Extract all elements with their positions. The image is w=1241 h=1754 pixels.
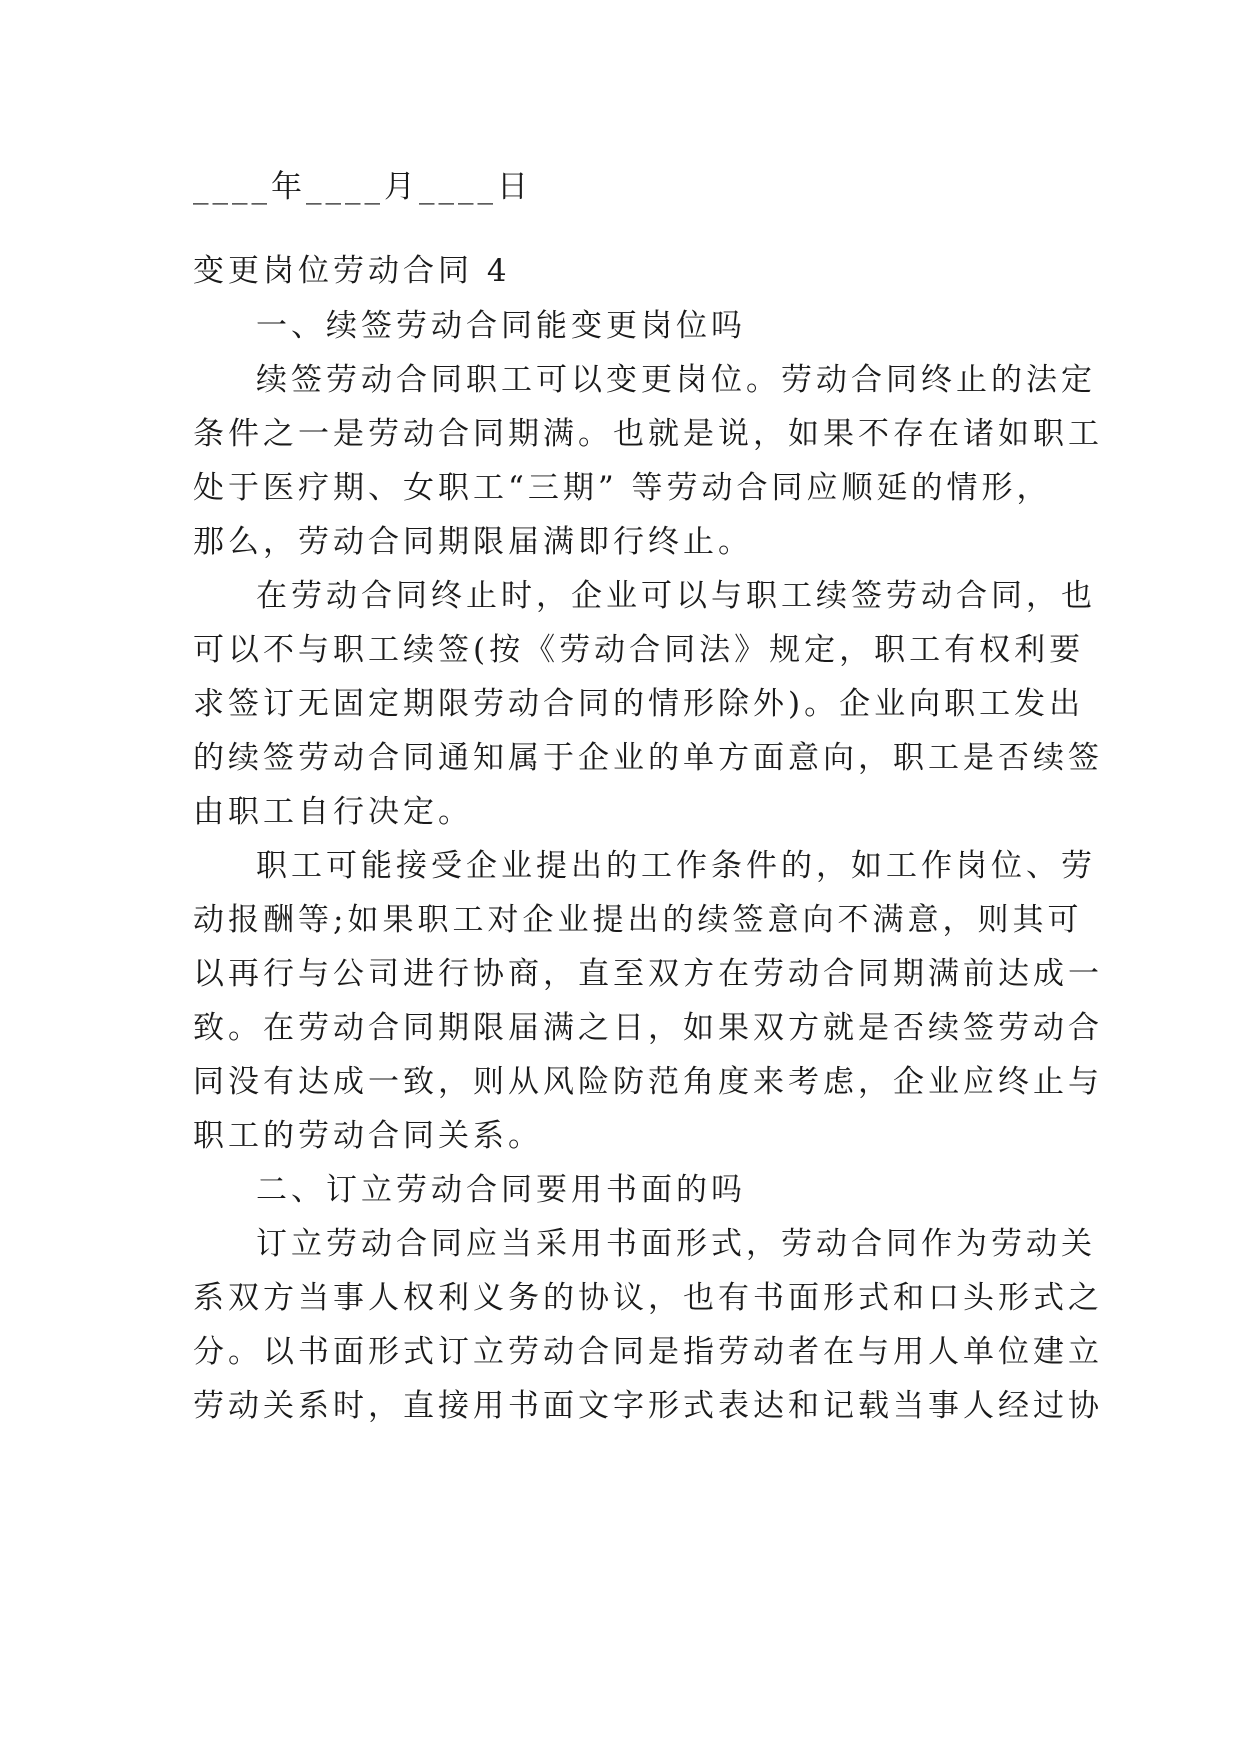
- heading-2: 二、订立劳动合同要用书面的吗: [256, 1172, 746, 1208]
- paragraph-line: 条件之一是劳动合同期满。也就是说，如果不存在诸如职工: [193, 416, 1103, 452]
- paragraph-line: 可以不与职工续签(按《劳动合同法》规定，职工有权利要: [193, 632, 1085, 668]
- paragraph-line: 致。在劳动合同期限届满之日，如果双方就是否续签劳动合: [193, 1010, 1103, 1046]
- paragraph-line: 那么，劳动合同期限届满即行终止。: [193, 524, 753, 560]
- paragraph-line: 在劳动合同终止时，企业可以与职工续签劳动合同，也: [256, 578, 1096, 614]
- paragraph-line: 处于医疗期、女职工“三期” 等劳动合同应顺延的情形，: [193, 470, 1052, 506]
- paragraph-line: 的续签劳动合同通知属于企业的单方面意向，职工是否续签: [193, 740, 1103, 776]
- heading-1: 一、续签劳动合同能变更岗位吗: [256, 308, 746, 344]
- paragraph-line: 分。以书面形式订立劳动合同是指劳动者在与用人单位建立: [193, 1334, 1103, 1370]
- section-title: 变更岗位劳动合同 4: [193, 253, 511, 289]
- paragraph-line: 动报酬等;如果职工对企业提出的续签意向不满意，则其可: [193, 902, 1083, 938]
- paragraph-line: 系双方当事人权利义务的协议，也有书面形式和口头形式之: [193, 1280, 1103, 1316]
- paragraph-line: 职工可能接受企业提出的工作条件的，如工作岗位、劳: [256, 848, 1096, 884]
- paragraph-line: 由职工自行决定。: [193, 794, 473, 830]
- paragraph-line: 续签劳动合同职工可以变更岗位。劳动合同终止的法定: [256, 362, 1096, 398]
- paragraph-line: 劳动关系时，直接用书面文字形式表达和记载当事人经过协: [193, 1388, 1103, 1424]
- paragraph-line: 职工的劳动合同关系。: [193, 1118, 543, 1154]
- paragraph-line: 以再行与公司进行协商，直至双方在劳动合同期满前达成一: [193, 956, 1103, 992]
- paragraph-line: 订立劳动合同应当采用书面形式，劳动合同作为劳动关: [256, 1226, 1096, 1262]
- paragraph-line: 求签订无固定期限劳动合同的情形除外)。企业向职工发出: [193, 686, 1085, 722]
- paragraph-line: 同没有达成一致，则从风险防范角度来考虑，企业应终止与: [193, 1064, 1103, 1100]
- date-line: ____年____月____日: [193, 169, 532, 205]
